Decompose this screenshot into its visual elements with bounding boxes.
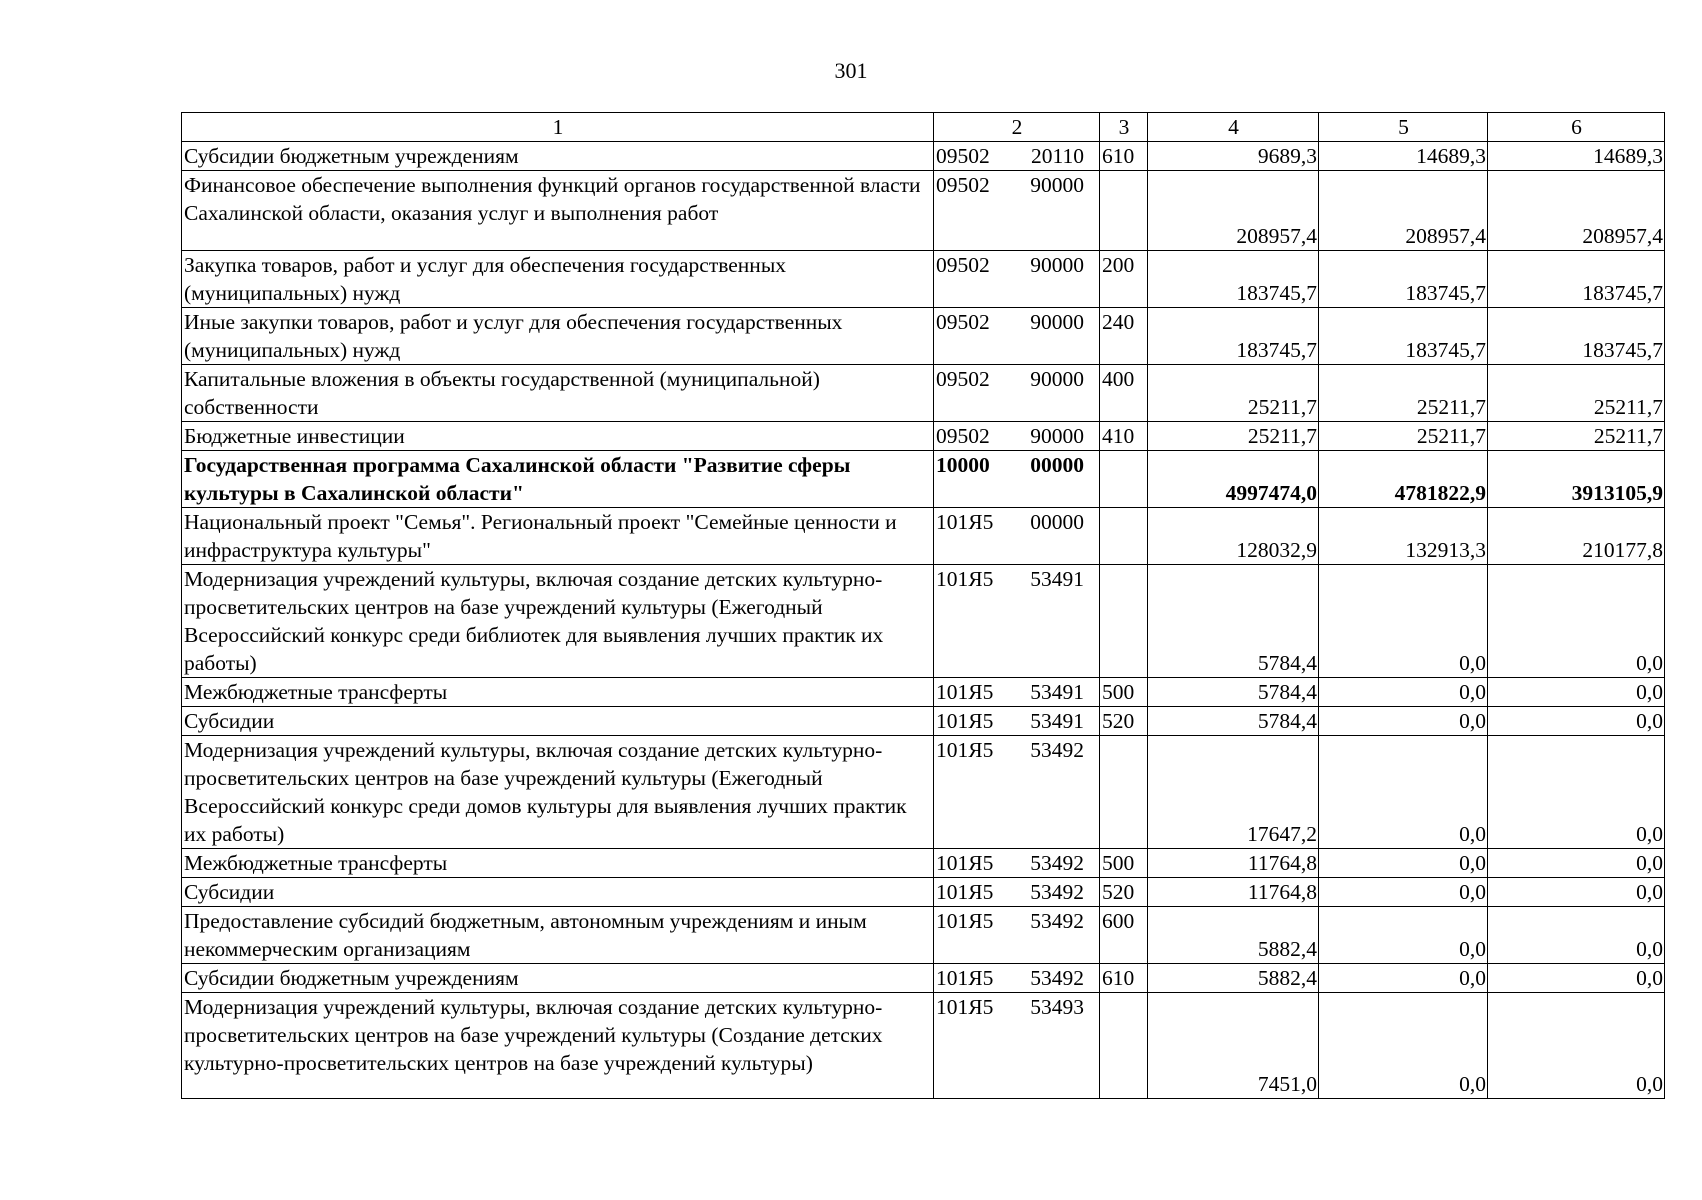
row-expense-type: 610: [1100, 964, 1148, 993]
row-code: [934, 736, 1100, 849]
row-expense-type: 400: [1100, 365, 1148, 422]
row-value-v4: 5882,4: [1148, 964, 1319, 993]
row-name: Субсидии бюджетным учреждениям: [182, 964, 934, 993]
row-name: Модернизация учреждений культуры, включая создание детских культурно-просветительских центров на базе учреждений культуры (Создание детских культурно-просветительских центров на базе учреждений культуры): [182, 993, 934, 1099]
table-row: [182, 365, 1665, 422]
code-program: 101Я5: [936, 510, 994, 534]
header-cell: 6: [1488, 113, 1665, 142]
table-row: [182, 565, 1665, 678]
table-row: [182, 451, 1665, 508]
code-direction: 90000: [1030, 424, 1084, 448]
row-value-v5: 25211,7: [1319, 365, 1488, 422]
row-value-v6: 0,0: [1488, 907, 1665, 964]
table-row: [182, 907, 1665, 964]
code-direction: 53493: [1030, 995, 1084, 1019]
code-direction: 53492: [1030, 966, 1084, 990]
row-expense-type: [1100, 508, 1148, 565]
row-value-v5: 0,0: [1319, 678, 1488, 707]
row-name: Капитальные вложения в объекты государственной (муниципальной) собственности: [182, 365, 934, 422]
code-program: 101Я5: [936, 909, 994, 933]
row-value-v6: 0,0: [1488, 565, 1665, 678]
code-program: 09502: [936, 424, 990, 448]
row-value-v5: 0,0: [1319, 964, 1488, 993]
code-direction: 00000: [1030, 453, 1084, 477]
code-direction: 53491: [1030, 680, 1084, 704]
row-value-v6: 0,0: [1488, 707, 1665, 736]
table-row: [182, 849, 1665, 878]
row-name: Межбюджетные трансферты: [182, 678, 934, 707]
row-value-v4: 11764,8: [1148, 849, 1319, 878]
row-expense-type: 200: [1100, 251, 1148, 308]
row-code: [934, 308, 1100, 365]
code-program: 09502: [936, 367, 990, 391]
row-value-v6: 0,0: [1488, 964, 1665, 993]
row-value-v6: 0,0: [1488, 849, 1665, 878]
code-program: 101Я5: [936, 851, 994, 875]
table-row: [182, 508, 1665, 565]
code-direction: 90000: [1030, 253, 1084, 277]
code-direction: 53491: [1030, 709, 1084, 733]
code-direction: 00000: [1030, 510, 1084, 534]
row-value-v5: 208957,4: [1319, 171, 1488, 251]
row-value-v6: 183745,7: [1488, 308, 1665, 365]
header-row: [182, 113, 1665, 142]
row-code: [934, 907, 1100, 964]
table-row: [182, 422, 1665, 451]
row-name: Субсидии: [182, 878, 934, 907]
row-value-v4: 4997474,0: [1148, 451, 1319, 508]
code-program: 09502: [936, 253, 990, 277]
table-row: [182, 964, 1665, 993]
row-code: [934, 565, 1100, 678]
code-direction: 53492: [1030, 880, 1084, 904]
row-code: [934, 964, 1100, 993]
row-value-v4: 208957,4: [1148, 171, 1319, 251]
row-value-v5: 132913,3: [1319, 508, 1488, 565]
table-row: [182, 707, 1665, 736]
code-program: 101Я5: [936, 680, 994, 704]
code-program: 101Я5: [936, 738, 994, 762]
row-name: Национальный проект "Семья". Региональный проект "Семейные ценности и инфраструктура культуры": [182, 508, 934, 565]
row-value-v4: 183745,7: [1148, 251, 1319, 308]
row-expense-type: 520: [1100, 707, 1148, 736]
row-value-v5: 183745,7: [1319, 251, 1488, 308]
code-direction: 53492: [1030, 909, 1084, 933]
code-program: 101Я5: [936, 709, 994, 733]
budget-table: [181, 112, 1665, 1099]
row-value-v5: 4781822,9: [1319, 451, 1488, 508]
row-code: [934, 508, 1100, 565]
code-program: 101Я5: [936, 880, 994, 904]
row-expense-type: 410: [1100, 422, 1148, 451]
row-value-v6: 210177,8: [1488, 508, 1665, 565]
row-name: Иные закупки товаров, работ и услуг для обеспечения государственных (муниципальных) нужд: [182, 308, 934, 365]
row-code: [934, 365, 1100, 422]
row-name: Модернизация учреждений культуры, включая создание детских культурно-просветительских центров на базе учреждений культуры (Ежегодный Всероссийский конкурс среди домов культуры для выявления лучших практик их работы): [182, 736, 934, 849]
code-direction: 90000: [1030, 173, 1084, 197]
row-value-v5: 0,0: [1319, 707, 1488, 736]
row-expense-type: [1100, 565, 1148, 678]
row-name: Субсидии бюджетным учреждениям: [182, 142, 934, 171]
row-expense-type: [1100, 451, 1148, 508]
row-expense-type: 500: [1100, 678, 1148, 707]
table-row: [182, 736, 1665, 849]
row-value-v4: 7451,0: [1148, 993, 1319, 1099]
row-value-v6: 208957,4: [1488, 171, 1665, 251]
table-row: [182, 251, 1665, 308]
code-direction: 53491: [1030, 567, 1084, 591]
row-name: Модернизация учреждений культуры, включая создание детских культурно-просветительских центров на базе учреждений культуры (Ежегодный Всероссийский конкурс среди библиотек для выявления лучших практик их работы): [182, 565, 934, 678]
code-program: 09502: [936, 310, 990, 334]
row-name: Закупка товаров, работ и услуг для обеспечения государственных (муниципальных) нужд: [182, 251, 934, 308]
row-value-v4: 25211,7: [1148, 365, 1319, 422]
row-value-v6: 0,0: [1488, 878, 1665, 907]
row-expense-type: 520: [1100, 878, 1148, 907]
row-value-v4: 5882,4: [1148, 907, 1319, 964]
row-value-v4: 5784,4: [1148, 565, 1319, 678]
code-direction: 90000: [1030, 310, 1084, 334]
row-value-v5: 14689,3: [1319, 142, 1488, 171]
header-cell: 2: [934, 113, 1100, 142]
header-cell: 3: [1100, 113, 1148, 142]
row-expense-type: 600: [1100, 907, 1148, 964]
row-value-v4: 25211,7: [1148, 422, 1319, 451]
row-code: [934, 451, 1100, 508]
table-row: [182, 308, 1665, 365]
row-value-v6: 14689,3: [1488, 142, 1665, 171]
header-cell: 5: [1319, 113, 1488, 142]
row-code: [934, 142, 1100, 171]
row-value-v6: 183745,7: [1488, 251, 1665, 308]
row-code: [934, 171, 1100, 251]
row-expense-type: 610: [1100, 142, 1148, 171]
row-value-v6: 0,0: [1488, 736, 1665, 849]
row-value-v4: 5784,4: [1148, 678, 1319, 707]
row-name: Бюджетные инвестиции: [182, 422, 934, 451]
table-row: [182, 142, 1665, 171]
row-name: Межбюджетные трансферты: [182, 849, 934, 878]
row-code: [934, 878, 1100, 907]
row-value-v4: 17647,2: [1148, 736, 1319, 849]
row-expense-type: 500: [1100, 849, 1148, 878]
table-row: [182, 171, 1665, 251]
row-code: [934, 251, 1100, 308]
code-program: 101Я5: [936, 567, 994, 591]
row-value-v4: 128032,9: [1148, 508, 1319, 565]
row-value-v5: 0,0: [1319, 565, 1488, 678]
row-name: Финансовое обеспечение выполнения функций органов государственной власти Сахалинской области, оказания услуг и выполнения работ: [182, 171, 934, 251]
row-code: [934, 422, 1100, 451]
row-value-v6: 0,0: [1488, 993, 1665, 1099]
row-value-v5: 183745,7: [1319, 308, 1488, 365]
code-program: 10000: [936, 453, 990, 477]
table-row: [182, 878, 1665, 907]
row-value-v5: 0,0: [1319, 736, 1488, 849]
table-row: [182, 678, 1665, 707]
row-expense-type: [1100, 736, 1148, 849]
row-name: Субсидии: [182, 707, 934, 736]
row-value-v4: 183745,7: [1148, 308, 1319, 365]
row-value-v4: 11764,8: [1148, 878, 1319, 907]
row-value-v5: 0,0: [1319, 907, 1488, 964]
code-direction: 53492: [1030, 738, 1084, 762]
code-direction: 20110: [1031, 144, 1084, 168]
row-value-v5: 25211,7: [1319, 422, 1488, 451]
row-name: Предоставление субсидий бюджетным, автономным учреждениям и иным некоммерческим организациям: [182, 907, 934, 964]
row-value-v5: 0,0: [1319, 878, 1488, 907]
code-direction: 90000: [1030, 367, 1084, 391]
code-program: 09502: [936, 173, 990, 197]
row-expense-type: [1100, 993, 1148, 1099]
row-value-v6: 25211,7: [1488, 365, 1665, 422]
code-program: 101Я5: [936, 966, 994, 990]
page-number: 301: [834, 58, 868, 83]
header-cell: 4: [1148, 113, 1319, 142]
header-cell: 1: [182, 113, 934, 142]
row-name: Государственная программа Сахалинской области "Развитие сферы культуры в Сахалинской области": [182, 451, 934, 508]
row-expense-type: 240: [1100, 308, 1148, 365]
row-value-v5: 0,0: [1319, 993, 1488, 1099]
row-value-v6: 0,0: [1488, 678, 1665, 707]
row-code: [934, 707, 1100, 736]
code-program: 09502: [936, 144, 990, 168]
row-expense-type: [1100, 171, 1148, 251]
row-code: [934, 678, 1100, 707]
table-row: [182, 993, 1665, 1099]
code-program: 101Я5: [936, 995, 994, 1019]
row-value-v6: 25211,7: [1488, 422, 1665, 451]
row-value-v4: 5784,4: [1148, 707, 1319, 736]
row-value-v6: 3913105,9: [1488, 451, 1665, 508]
row-value-v5: 0,0: [1319, 849, 1488, 878]
row-value-v4: 9689,3: [1148, 142, 1319, 171]
row-code: [934, 849, 1100, 878]
code-direction: 53492: [1030, 851, 1084, 875]
row-code: [934, 993, 1100, 1099]
